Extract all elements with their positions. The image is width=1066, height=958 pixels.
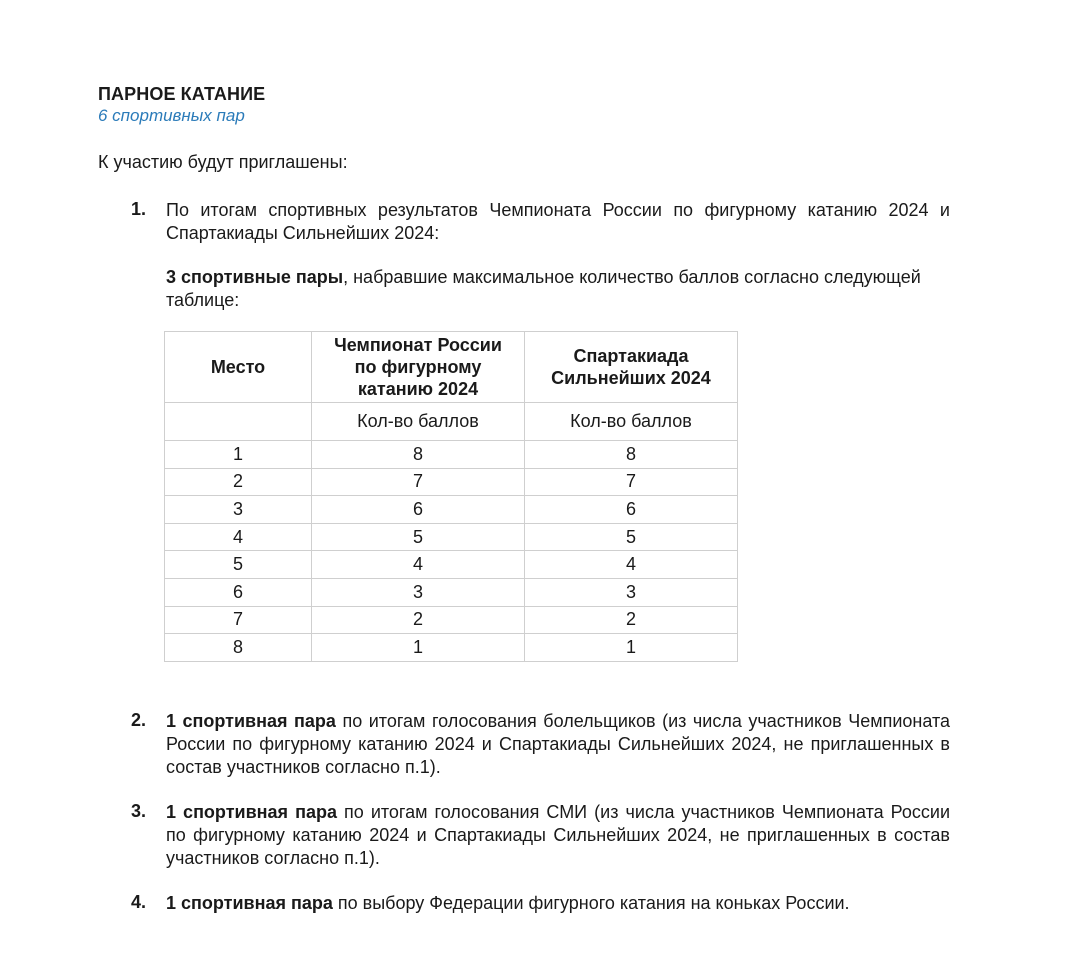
item-text: По итогам спортивных результатов Чемпионата России по фигурному катанию 2024 и Спартакиады Сильнейших 2024: — [166, 200, 950, 243]
table-cell: 4 — [525, 551, 738, 579]
table-row — [165, 523, 738, 551]
item-text — [166, 710, 950, 779]
table-subheader-row — [165, 403, 738, 441]
table-cell: 5 — [165, 551, 312, 579]
table-cell: 7 — [525, 468, 738, 496]
table-header-text: Чемпионат России по фигурному катанию 2024 — [334, 335, 502, 399]
table-cell: 1 — [165, 441, 312, 469]
table-cell: 8 — [165, 634, 312, 662]
table-cell: 3 — [312, 578, 525, 606]
item-bold: 1 спортивная пара — [166, 711, 336, 731]
item-rest: по итогам голосования СМИ (из числа участников Чемпионата России по фигурному катанию 2024 и Спартакиады Сильнейших 2024, не приглашенных в состав участников согласно п.1). — [166, 802, 951, 868]
table-cell: 2 — [525, 606, 738, 634]
table-cell: 6 — [525, 496, 738, 524]
section-title: ПАРНОЕ КАТАНИЕ — [98, 84, 266, 104]
item-detail-rest: , набравшие максимальное количество баллов согласно следующей таблице: — [166, 267, 921, 310]
table-row — [165, 441, 738, 469]
item-detail — [166, 266, 950, 312]
item-number: 1. — [131, 199, 147, 219]
item-text — [166, 892, 950, 915]
table-row — [165, 496, 738, 524]
table-header-cell: Место — [165, 332, 312, 403]
table-cell: 4 — [312, 551, 525, 579]
table-row — [165, 551, 738, 579]
table-subheader-cell: Кол-во баллов — [525, 403, 738, 441]
table-row — [165, 578, 738, 606]
table-header-cell — [525, 332, 738, 403]
table-cell: 3 — [525, 578, 738, 606]
table-cell: 7 — [312, 468, 525, 496]
points-table — [164, 331, 738, 662]
table-cell: 5 — [312, 523, 525, 551]
table-cell: 2 — [165, 468, 312, 496]
table-header-row — [165, 332, 738, 403]
item-text — [166, 801, 950, 870]
table-cell: 8 — [525, 441, 738, 469]
table-row — [165, 634, 738, 662]
table-subheader-cell — [165, 403, 312, 441]
item-rest: по итогам голосования болельщиков (из числа участников Чемпионата России по фигурному катанию 2024 и Спартакиады Сильнейших 2024, не приглашенных в состав участников согласно п.1). — [166, 711, 950, 777]
item-bold: 1 спортивная пара — [166, 893, 333, 913]
table-header-text: Спартакиада Сильнейших 2024 — [551, 346, 711, 388]
table-cell: 2 — [312, 606, 525, 634]
table-row — [165, 468, 738, 496]
item-number: 3. — [131, 801, 147, 821]
table-subheader-cell: Кол-во баллов — [312, 403, 525, 441]
table-cell: 8 — [312, 441, 525, 469]
table-cell: 4 — [165, 523, 312, 551]
table-row — [165, 606, 738, 634]
table-header-cell — [312, 332, 525, 403]
item-detail-bold: 3 спортивные пары — [166, 267, 344, 287]
item-number: 2. — [131, 710, 147, 730]
table-cell: 7 — [165, 606, 312, 634]
table-cell: 1 — [312, 634, 525, 662]
table-cell: 1 — [525, 634, 738, 662]
table-cell: 3 — [165, 496, 312, 524]
item-number: 4. — [131, 892, 147, 912]
section-subtitle: 6 спортивных пар — [98, 106, 245, 125]
item-bold: 1 спортивная пара — [166, 802, 337, 822]
table-cell: 5 — [525, 523, 738, 551]
intro-text: К участию будут приглашены: — [98, 152, 348, 172]
table-cell: 6 — [165, 578, 312, 606]
table-cell: 6 — [312, 496, 525, 524]
item-rest: по выбору Федерации фигурного катания на коньках России. — [332, 893, 850, 913]
